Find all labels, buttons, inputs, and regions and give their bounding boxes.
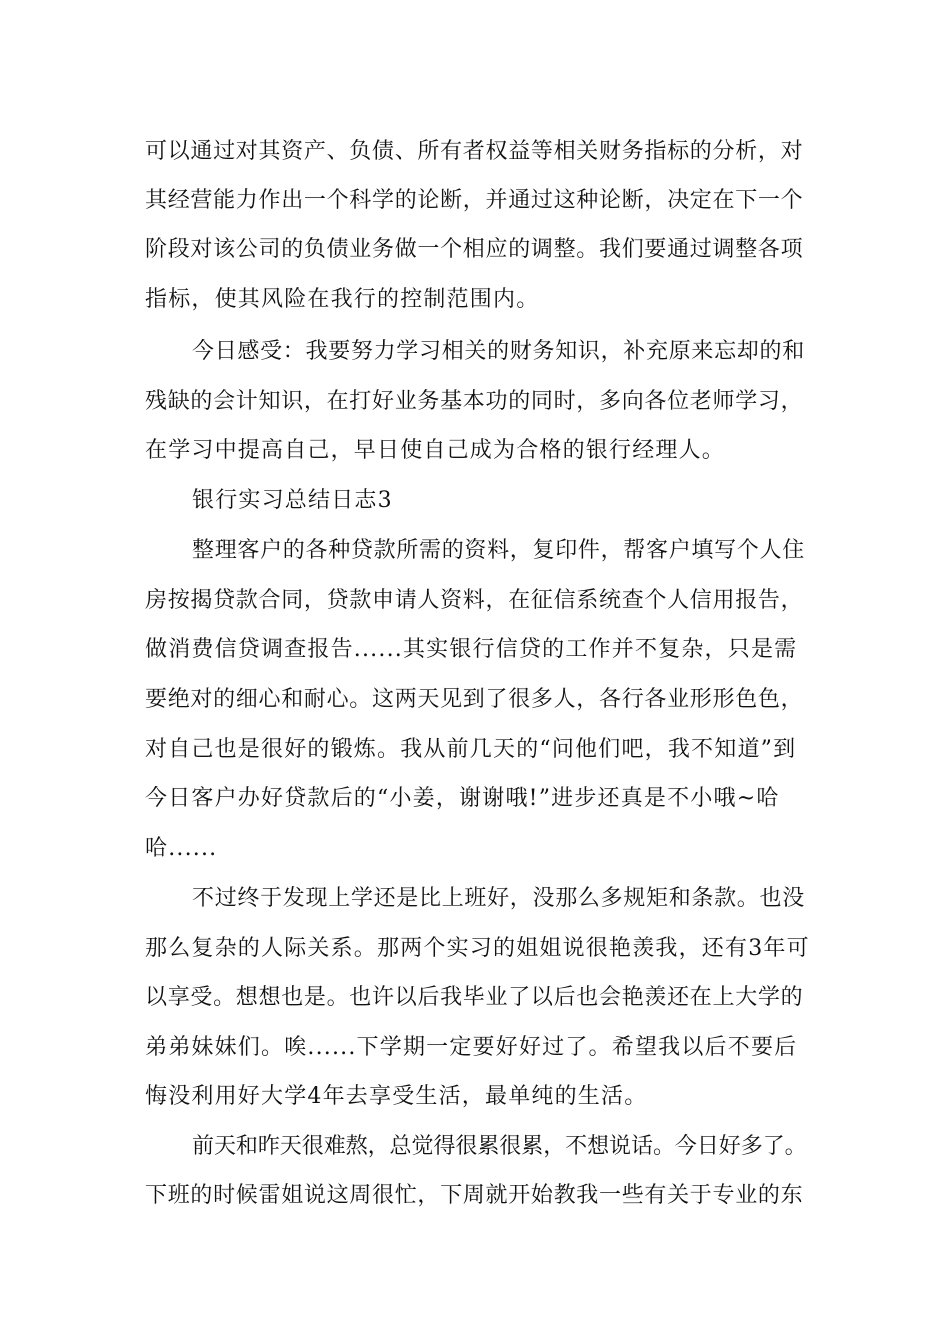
text-line: 下班的时候雷姐说这周很忙，下周就开始教我一些有关于专业的东 (145, 1183, 804, 1208)
text-line: 今日客户办好贷款后的“小姜，谢谢哦!”进步还真是不小哦~哈 (145, 786, 780, 811)
text-line: 对自己也是很好的锻炼。我从前几天的“问他们吧，我不知道”到 (145, 737, 797, 762)
text-line: 哈...... (145, 836, 218, 861)
text-line: 在学习中提高自己，早日使自己成为合格的银行经理人。 (145, 438, 726, 463)
text-line: 做消费信贷调查报告......其实银行信贷的工作并不复杂，只是需 (145, 637, 798, 662)
text-line: 要绝对的细心和耐心。这两天见到了很多人，各行各业形形色色， (145, 687, 804, 712)
text-line: 不过终于发现上学还是比上班好，没那么多规矩和条款。也没 (192, 886, 805, 911)
text-line: 可以通过对其资产、负债、所有者权益等相关财务指标的分析，对 (145, 139, 804, 164)
text-line: 整理客户的各种贷款所需的资料，复印件，帮客户填写个人住 (192, 538, 805, 563)
text-line: 阶段对该公司的负债业务做一个相应的调整。我们要通过调整各项 (145, 237, 804, 262)
section-heading: 银行实习总结日志3 (192, 488, 393, 513)
text-line: 残缺的会计知识，在打好业务基本功的同时，多向各位老师学习， (145, 389, 804, 414)
text-line: 今日感受：我要努力学习相关的财务知识，补充原来忘却的和 (192, 339, 805, 364)
text-line: 弟弟妹妹们。唉......下学期一定要好好过了。希望我以后不要后 (145, 1035, 798, 1060)
text-line: 悔没利用好大学4年去享受生活，最单纯的生活。 (145, 1084, 648, 1109)
text-line: 其经营能力作出一个科学的论断，并通过这种论断，决定在下一个 (145, 188, 804, 213)
text-line: 以享受。想想也是。也许以后我毕业了以后也会艳羡还在上大学的 (145, 985, 804, 1010)
text-line: 那么复杂的人际关系。那两个实习的姐姐说很艳羡我，还有3年可 (145, 936, 810, 961)
text-line: 房按揭贷款合同，贷款申请人资料，在征信系统查个人信用报告， (145, 588, 804, 613)
text-line: 指标，使其风险在我行的控制范围内。 (145, 287, 540, 312)
text-line: 前天和昨天很难熬，总觉得很累很累，不想说话。今日好多了。 (192, 1134, 807, 1159)
